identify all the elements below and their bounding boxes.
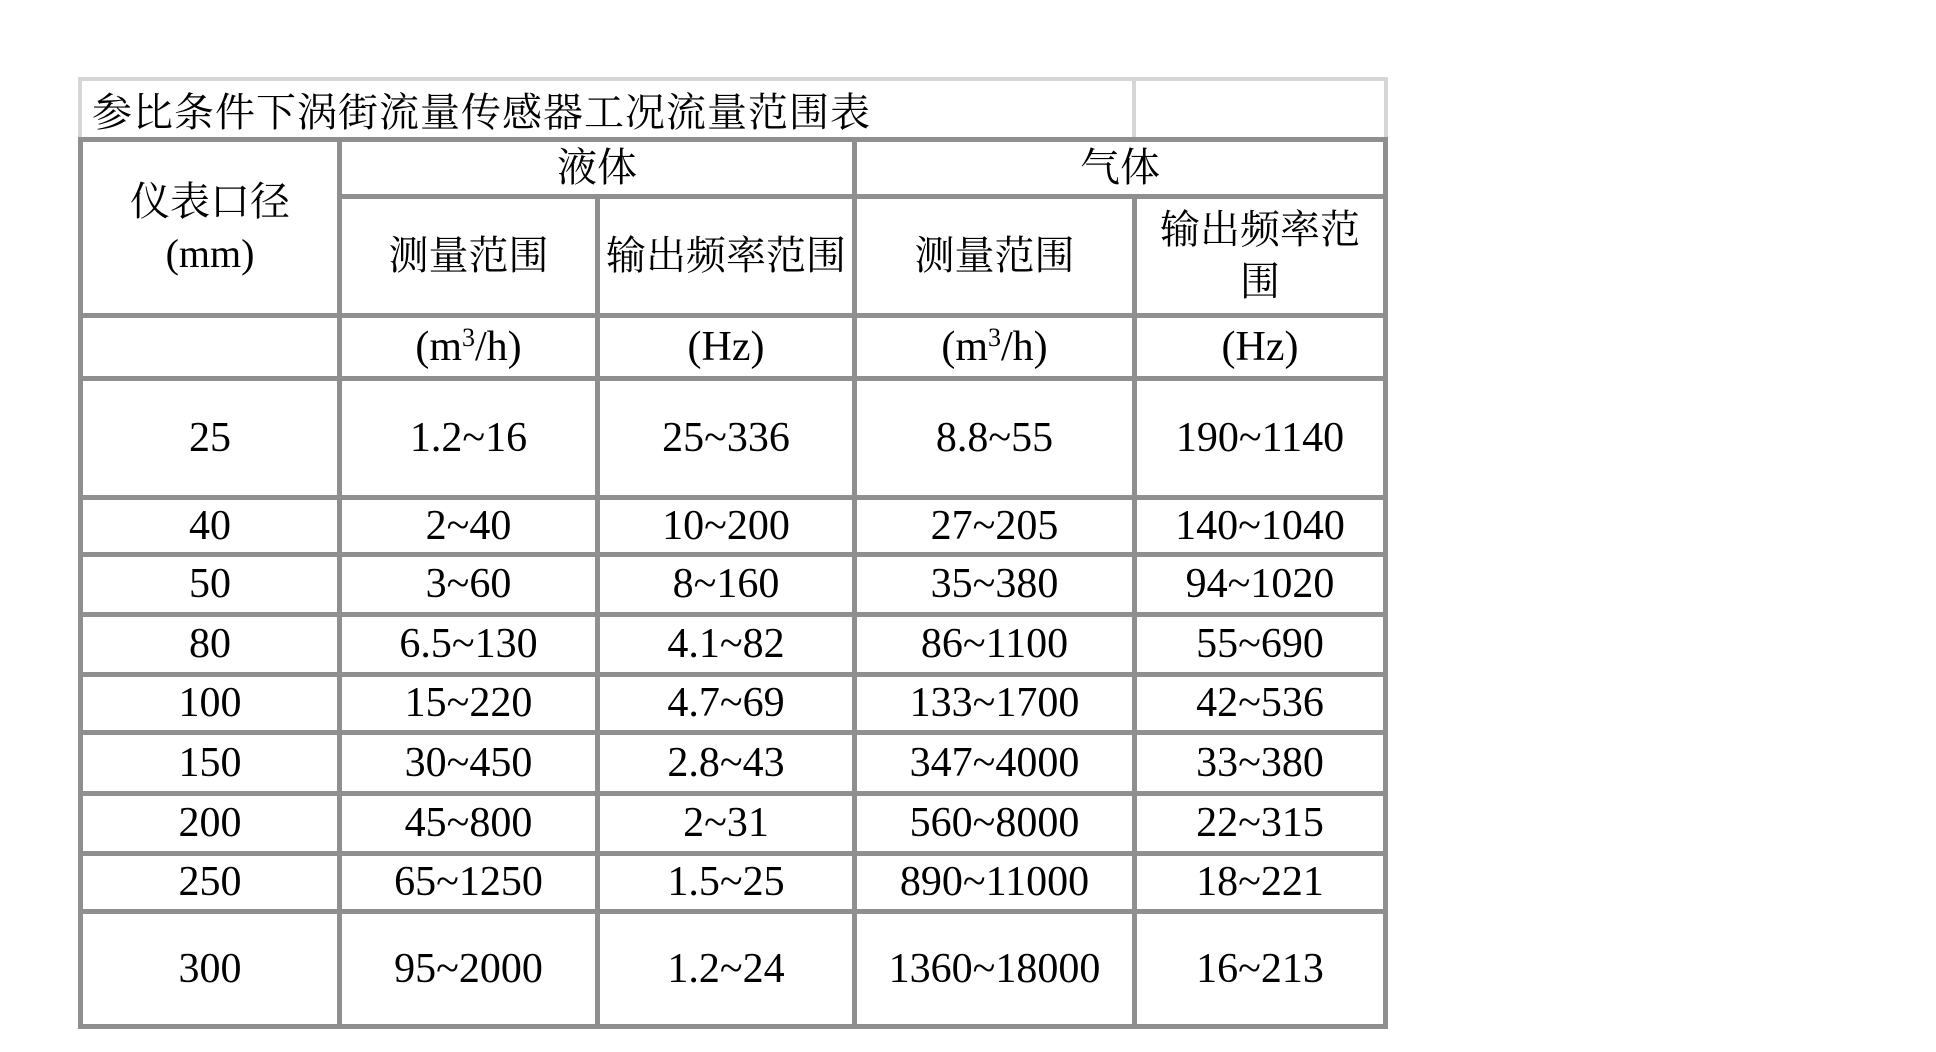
cell-gas-freq: 18~221 [1137,856,1383,909]
header-gas-measure-range: 测量范围 [857,199,1132,313]
title-band [78,77,1388,137]
header-gas: 气体 [857,142,1383,194]
cell-gas-flow: 133~1700 [857,677,1132,730]
cell-gas-flow: 86~1100 [857,617,1132,672]
cell-liquid-freq: 10~200 [600,500,852,552]
cell-liquid-freq: 1.2~24 [600,914,852,1024]
cell-liquid-flow: 1.2~16 [342,381,595,495]
header-diameter [83,142,337,313]
flow-unit-sup: 3 [462,322,475,352]
cell-gas-freq: 33~380 [1137,735,1383,791]
flow-unit-suffix: /h) [1001,323,1048,370]
header-liquid-freq-range: 输出频率范围 [600,199,852,313]
cell-liquid-freq: 4.7~69 [600,677,852,730]
cell-diameter: 25 [83,381,337,495]
flow-unit-suffix: /h) [475,323,522,370]
cell-diameter: 150 [83,735,337,791]
header-liquid: 液体 [342,142,852,194]
table-title: 参比条件下涡街流量传感器工况流量范围表 [82,81,1132,137]
cell-gas-freq: 55~690 [1137,617,1383,672]
cell-liquid-flow: 2~40 [342,500,595,552]
cell-liquid-flow: 6.5~130 [342,617,595,672]
cell-liquid-flow: 15~220 [342,677,595,730]
unit-gas-flow [857,318,1132,376]
cell-gas-flow: 347~4000 [857,735,1132,791]
diameter-label: 仪表口径 [130,178,290,224]
cell-gas-flow: 27~205 [857,500,1132,552]
cell-liquid-freq: 1.5~25 [600,856,852,909]
cell-diameter: 40 [83,500,337,552]
cell-liquid-freq: 2.8~43 [600,735,852,791]
cell-gas-flow: 560~8000 [857,796,1132,851]
diameter-unit: (mm) [165,230,255,276]
flow-unit: (m [941,323,988,370]
cell-liquid-flow: 3~60 [342,557,595,612]
cell-gas-freq: 140~1040 [1137,500,1383,552]
cell-liquid-flow: 45~800 [342,796,595,851]
cell-diameter: 250 [83,856,337,909]
cell-liquid-freq: 2~31 [600,796,852,851]
cell-liquid-flow: 95~2000 [342,914,595,1024]
title-empty-cell [1136,81,1384,137]
header-liquid-measure-range: 测量范围 [342,199,595,313]
cell-gas-flow: 8.8~55 [857,381,1132,495]
cell-liquid-freq: 4.1~82 [600,617,852,672]
cell-liquid-flow: 65~1250 [342,856,595,909]
cell-diameter: 80 [83,617,337,672]
cell-gas-freq: 190~1140 [1137,381,1383,495]
cell-liquid-flow: 30~450 [342,735,595,791]
unit-liquid-flow [342,318,595,376]
header-gas-freq-range: 输出频率范围 [1137,199,1383,313]
cell-diameter: 200 [83,796,337,851]
flow-range-table [78,137,1388,1029]
cell-gas-freq: 94~1020 [1137,557,1383,612]
cell-gas-flow: 35~380 [857,557,1132,612]
cell-liquid-freq: 25~336 [600,381,852,495]
cell-liquid-freq: 8~160 [600,557,852,612]
unit-liquid-freq: (Hz) [600,318,852,376]
cell-gas-freq: 16~213 [1137,914,1383,1024]
cell-gas-freq: 22~315 [1137,796,1383,851]
cell-gas-flow: 890~11000 [857,856,1132,909]
cell-diameter: 50 [83,557,337,612]
flow-unit: (m [415,323,462,370]
unit-gas-freq: (Hz) [1137,318,1383,376]
flow-unit-sup: 3 [988,322,1001,352]
cell-gas-flow: 1360~18000 [857,914,1132,1024]
cell-gas-freq: 42~536 [1137,677,1383,730]
cell-diameter: 300 [83,914,337,1024]
unit-blank-cell [83,318,337,376]
cell-diameter: 100 [83,677,337,730]
